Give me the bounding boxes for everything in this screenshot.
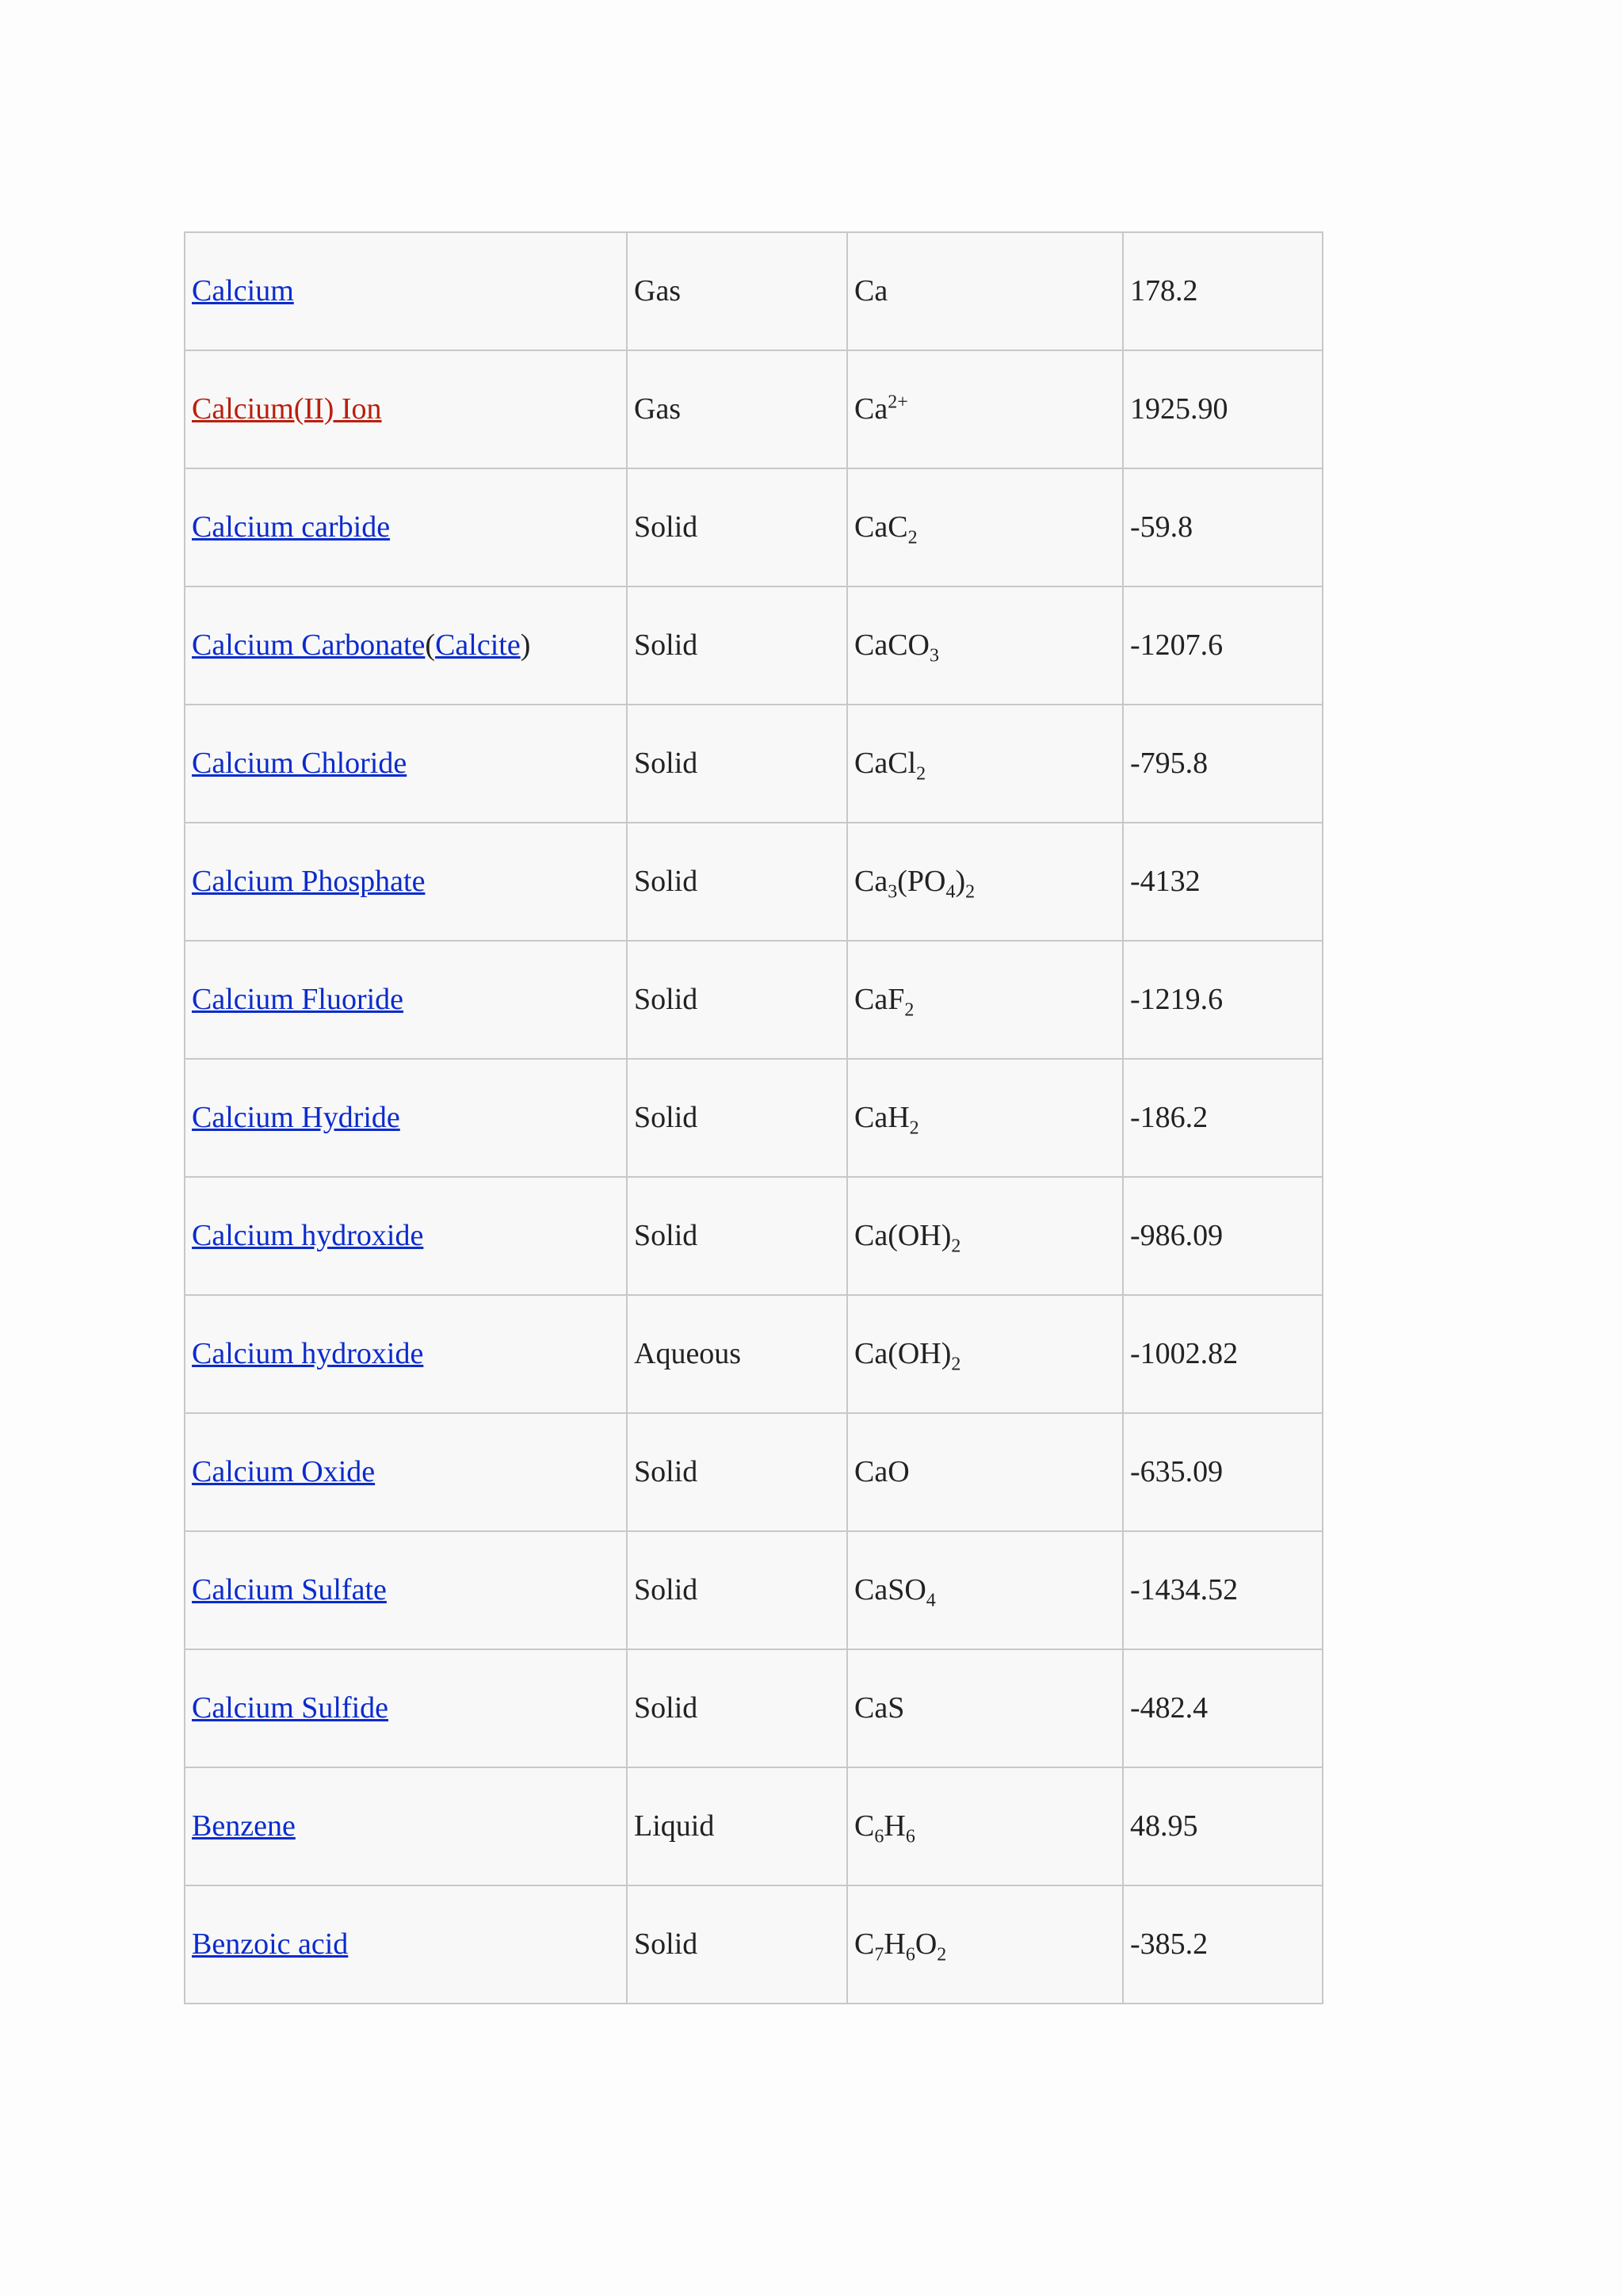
formula-text: C bbox=[854, 1809, 875, 1843]
compound-name-cell bbox=[185, 350, 627, 468]
compound-name-cell bbox=[185, 1649, 627, 1767]
formula-subscript: 6 bbox=[874, 1826, 884, 1847]
document-page bbox=[184, 231, 1323, 2004]
value-cell: -1434.52 bbox=[1123, 1531, 1323, 1649]
compound-link[interactable]: Calcium hydroxide bbox=[192, 1336, 424, 1370]
value-cell: 1925.90 bbox=[1123, 350, 1323, 468]
formula-cell bbox=[847, 586, 1123, 705]
compound-name-cell bbox=[185, 941, 627, 1059]
formula-text: Ca(OH) bbox=[854, 1336, 952, 1370]
table-row bbox=[185, 1531, 1323, 1649]
table-row bbox=[185, 1649, 1323, 1767]
formula-text: CaCl bbox=[854, 746, 917, 780]
state-cell: Gas bbox=[627, 232, 847, 350]
compound-name-cell bbox=[185, 468, 627, 586]
formula-cell bbox=[847, 232, 1123, 350]
formula-text: CaF bbox=[854, 982, 905, 1016]
compound-link[interactable]: Calcium Phosphate bbox=[192, 864, 426, 898]
state-cell: Solid bbox=[627, 1531, 847, 1649]
table-row bbox=[185, 941, 1323, 1059]
table-body bbox=[185, 232, 1323, 2004]
state-cell: Solid bbox=[627, 1413, 847, 1531]
formula-cell bbox=[847, 350, 1123, 468]
compound-link[interactable]: Benzene bbox=[192, 1809, 296, 1843]
table-row bbox=[185, 232, 1323, 350]
compound-name-cell bbox=[185, 1295, 627, 1413]
value-cell: -186.2 bbox=[1123, 1059, 1323, 1177]
table-row bbox=[185, 1413, 1323, 1531]
formula-text: C bbox=[854, 1927, 875, 1961]
formula-cell bbox=[847, 1177, 1123, 1295]
value-cell: -4132 bbox=[1123, 823, 1323, 941]
table-row bbox=[185, 823, 1323, 941]
table-row bbox=[185, 705, 1323, 823]
formula-cell bbox=[847, 1885, 1123, 2004]
formula-text: ) bbox=[955, 864, 966, 898]
table-row bbox=[185, 1059, 1323, 1177]
formula-text: CaCO bbox=[854, 628, 930, 662]
formula-supscript: 2+ bbox=[888, 392, 908, 413]
state-cell: Solid bbox=[627, 1177, 847, 1295]
formula-text: CaS bbox=[854, 1690, 905, 1725]
formula-subscript: 2 bbox=[909, 1117, 919, 1139]
compound-link[interactable]: Calcium Sulfide bbox=[192, 1690, 389, 1725]
compound-link[interactable]: Calcite bbox=[435, 628, 521, 662]
compound-link[interactable]: Benzoic acid bbox=[192, 1927, 349, 1961]
formula-cell bbox=[847, 941, 1123, 1059]
state-cell: Gas bbox=[627, 350, 847, 468]
compound-name-cell bbox=[185, 1767, 627, 1885]
formula-subscript: 2 bbox=[937, 1944, 947, 1966]
compound-link[interactable]: Calcium Hydride bbox=[192, 1100, 400, 1134]
compound-name-text: ) bbox=[520, 628, 531, 662]
formula-cell bbox=[847, 823, 1123, 941]
value-cell: 48.95 bbox=[1123, 1767, 1323, 1885]
compound-link[interactable]: Calcium Fluoride bbox=[192, 982, 404, 1016]
compound-name-cell bbox=[185, 1531, 627, 1649]
formula-subscript: 2 bbox=[951, 1236, 961, 1257]
value-cell: -635.09 bbox=[1123, 1413, 1323, 1531]
compound-name-cell bbox=[185, 586, 627, 705]
compound-link[interactable]: Calcium Sulfate bbox=[192, 1572, 387, 1606]
value-cell: -986.09 bbox=[1123, 1177, 1323, 1295]
state-cell: Solid bbox=[627, 586, 847, 705]
formula-cell bbox=[847, 705, 1123, 823]
compound-name-cell bbox=[185, 1177, 627, 1295]
formula-text: H bbox=[884, 1927, 906, 1961]
table-row bbox=[185, 1767, 1323, 1885]
formula-subscript: 7 bbox=[874, 1944, 884, 1966]
formula-subscript: 2 bbox=[965, 881, 976, 903]
formula-cell bbox=[847, 1767, 1123, 1885]
formula-subscript: 6 bbox=[905, 1944, 915, 1966]
formula-cell bbox=[847, 1649, 1123, 1767]
compound-name-cell bbox=[185, 1059, 627, 1177]
state-cell: Aqueous bbox=[627, 1295, 847, 1413]
table-row bbox=[185, 1295, 1323, 1413]
formula-text: CaSO bbox=[854, 1572, 926, 1606]
state-cell: Solid bbox=[627, 1059, 847, 1177]
formula-text: H bbox=[884, 1809, 906, 1843]
formula-subscript: 2 bbox=[951, 1354, 961, 1375]
formula-text: CaH bbox=[854, 1100, 910, 1134]
table-row bbox=[185, 1177, 1323, 1295]
formula-text: O bbox=[915, 1927, 938, 1961]
compound-link[interactable]: Calcium Carbonate bbox=[192, 628, 426, 662]
formula-cell bbox=[847, 468, 1123, 586]
formula-cell bbox=[847, 1531, 1123, 1649]
value-cell: -1219.6 bbox=[1123, 941, 1323, 1059]
formula-subscript: 2 bbox=[916, 763, 926, 785]
compound-link[interactable]: Calcium hydroxide bbox=[192, 1218, 424, 1252]
compound-link[interactable]: Calcium Chloride bbox=[192, 746, 407, 780]
formula-subscript: 2 bbox=[904, 999, 915, 1021]
table-row bbox=[185, 468, 1323, 586]
value-cell: -59.8 bbox=[1123, 468, 1323, 586]
state-cell: Solid bbox=[627, 1649, 847, 1767]
compound-name-cell bbox=[185, 1413, 627, 1531]
compound-link[interactable]: Calcium bbox=[192, 273, 294, 308]
state-cell: Solid bbox=[627, 823, 847, 941]
formula-subscript: 2 bbox=[907, 527, 918, 548]
value-cell: -795.8 bbox=[1123, 705, 1323, 823]
state-cell: Solid bbox=[627, 941, 847, 1059]
compound-link[interactable]: Calcium Oxide bbox=[192, 1454, 376, 1488]
value-cell: -482.4 bbox=[1123, 1649, 1323, 1767]
compound-name-cell bbox=[185, 232, 627, 350]
compound-name-text: ( bbox=[425, 628, 436, 662]
formula-subscript: 3 bbox=[888, 881, 898, 903]
formula-text: Ca(OH) bbox=[854, 1218, 952, 1252]
value-cell: 178.2 bbox=[1123, 232, 1323, 350]
formula-text: (PO bbox=[897, 864, 946, 898]
compound-name-cell bbox=[185, 705, 627, 823]
formula-cell bbox=[847, 1059, 1123, 1177]
compound-link[interactable]: Calcium carbide bbox=[192, 510, 391, 544]
formula-subscript: 3 bbox=[930, 645, 939, 667]
value-cell: -1002.82 bbox=[1123, 1295, 1323, 1413]
compounds-table bbox=[184, 231, 1323, 2004]
formula-subscript: 4 bbox=[926, 1590, 936, 1611]
formula-text: Ca bbox=[854, 864, 888, 898]
compound-name-cell bbox=[185, 823, 627, 941]
state-cell: Liquid bbox=[627, 1767, 847, 1885]
formula-subscript: 6 bbox=[905, 1826, 915, 1847]
table-row bbox=[185, 350, 1323, 468]
formula-cell bbox=[847, 1295, 1123, 1413]
formula-text: Ca bbox=[854, 273, 888, 308]
formula-text: CaC bbox=[854, 510, 908, 544]
formula-text: CaO bbox=[854, 1454, 910, 1488]
formula-subscript: 4 bbox=[945, 881, 956, 903]
value-cell: -1207.6 bbox=[1123, 586, 1323, 705]
state-cell: Solid bbox=[627, 1885, 847, 2004]
formula-cell bbox=[847, 1413, 1123, 1531]
table-row bbox=[185, 586, 1323, 705]
state-cell: Solid bbox=[627, 468, 847, 586]
compound-link[interactable]: Calcium(II) Ion bbox=[192, 392, 382, 426]
state-cell: Solid bbox=[627, 705, 847, 823]
value-cell: -385.2 bbox=[1123, 1885, 1323, 2004]
formula-text: Ca bbox=[854, 392, 888, 426]
compound-name-cell bbox=[185, 1885, 627, 2004]
table-row bbox=[185, 1885, 1323, 2004]
